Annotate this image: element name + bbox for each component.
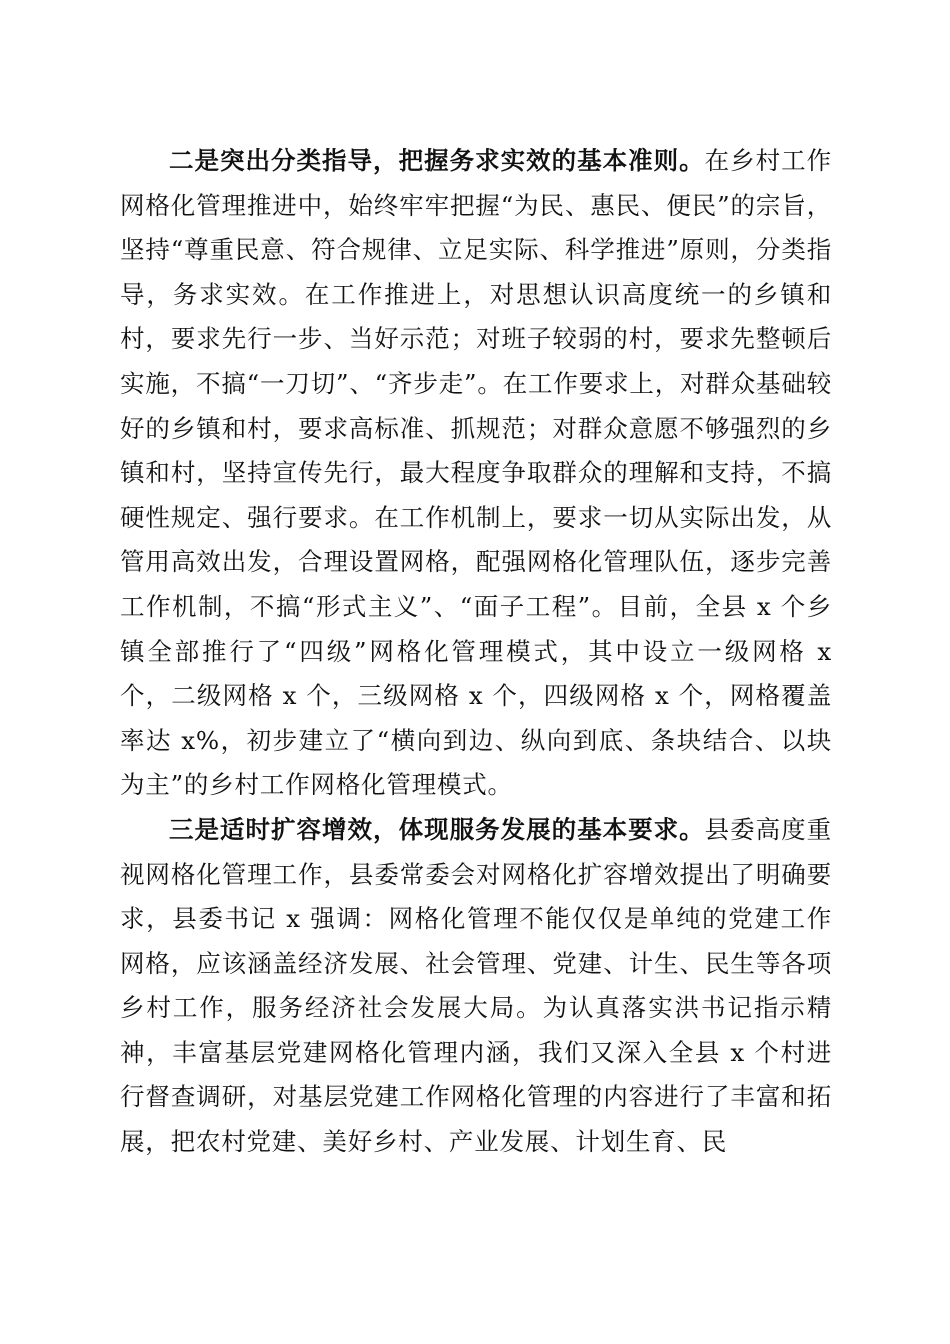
paragraph-heading: 三是适时扩容增效，体现服务发展的基本要求。 (169, 814, 705, 844)
document-body (120, 139, 832, 1165)
paragraph-expansion-efficiency (120, 808, 832, 1165)
paragraph-text: 在乡村工作网格化管理推进中，始终牢牢把握“为民、惠民、便民”的宗旨，坚持“尊重民意、符合规律、立足实际、科学推进”原则，分类指导，务求实效。在工作推进上，对思想认识高度统一的乡镇和村，要求先行一步、当好示范；对班子较弱的村，要求先整顿后实施，不搞“一刀切”、“齐步走”。在工作要求上，对群众基础较好的乡镇和村，要求高标准、抓规范；对群众意愿不够强烈的乡镇和村，坚持宣传先行，最大程度争取群众的理解和支持，不搞硬性规定、强行要求。在工作机制上，要求一切从实际出发，从管用高效出发，合理设置网格，配强网格化管理队伍，逐步完善工作机制，不搞“形式主义”、“面子工程”。目前，全县 x 个乡镇全部推行了“四级”网格化管理模式，其中设立一级网格 x 个，二级网格 x 个，三级网格 x 个，四级网格 x 个，网格覆盖率达 x%，初步建立了“横向到边、纵向到底、条块结合、以块为主”的乡村工作网格化管理模式。 (120, 146, 832, 800)
paragraph-classified-guidance (120, 139, 832, 808)
paragraph-text: 县委高度重视网格化管理工作，县委常委会对网格化扩容增效提出了明确要求，县委书记 x 强调：网格化管理不能仅仅是单纯的党建工作网格，应该涵盖经济发展、社会管理、党建、计生、民生等各项乡村工作，服务经济社会发展大局。为认真落实洪书记指示精神，丰富基层党建网格化管理内涵，我们又深入全县 x 个村进行督查调研，对基层党建工作网格化管理的内容进行了丰富和拓展，把农村党建、美好乡村、产业发展、计划生育、民 (120, 814, 832, 1157)
paragraph-heading: 二是突出分类指导，把握务求实效的基本准则。 (169, 146, 705, 175)
